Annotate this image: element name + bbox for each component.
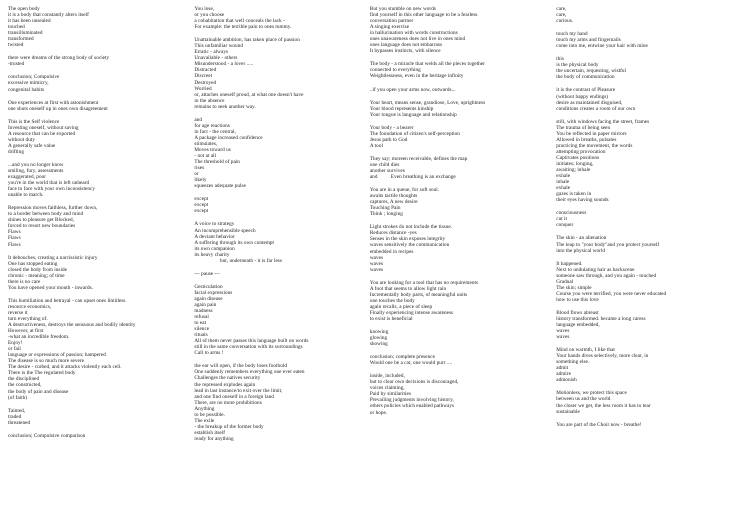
text-block	[556, 87, 729, 111]
text-line: conquer	[556, 222, 574, 229]
text-line: An incomprehensible speech	[194, 227, 256, 234]
text-line: except	[194, 196, 209, 203]
text-line: They say; moreen receivable, defines the map	[369, 155, 468, 162]
text-line: except	[194, 202, 209, 209]
text-line: admit	[556, 365, 569, 372]
text-block	[556, 347, 729, 383]
text-line: or	[194, 171, 199, 178]
text-line: One has stopped eating	[8, 260, 58, 267]
text-block	[556, 31, 729, 49]
text-line: But you stumble on new words	[369, 6, 436, 12]
text-line: Your heart, means sense, grandiose, Love, uprightness	[369, 99, 486, 106]
text-line: you're in the world that is left unheard	[8, 180, 90, 187]
text-block	[370, 6, 546, 54]
text-line: A foot that seems to allow light rain	[369, 285, 447, 292]
text-line: and	[194, 116, 203, 123]
text-line: Unavailable - others	[194, 55, 238, 62]
text-line: exhale	[556, 185, 571, 192]
text-line: traded	[8, 413, 22, 420]
text-line: between us and the world	[556, 396, 611, 403]
text-line: threatened	[8, 419, 31, 426]
text-block	[556, 235, 729, 253]
text-line: transformed	[8, 36, 34, 43]
text-line: A package increased confidence	[194, 134, 263, 141]
text-line: ...and you no longer know	[8, 161, 64, 168]
text-block	[556, 390, 729, 414]
text-line: practicing the movement, the words	[556, 142, 633, 149]
text-line: Distracted	[194, 67, 217, 74]
text-block	[8, 162, 184, 198]
text-line: The disease is so much more severe	[8, 358, 85, 365]
text-line: Flaws	[8, 235, 21, 242]
text-line: care,	[556, 6, 567, 12]
text-line: forced to resort new boundaries	[8, 223, 76, 230]
text-line: lead in last instance/to exit over the limit,	[194, 387, 283, 394]
text-line: ones unawareness does not live in ones mind	[369, 36, 466, 43]
text-line: the body of communication	[556, 74, 615, 81]
text-line: the body of pain and disease	[8, 388, 69, 395]
text-line: there is no care	[8, 278, 41, 285]
text-line: likely	[194, 177, 207, 184]
text-line: and Even breathing is an exchange	[369, 174, 456, 181]
text-line: in fact - the central,	[194, 128, 236, 135]
text-line: A resource that can be exported	[8, 130, 76, 137]
text-line: - the breakup of the former body	[194, 423, 264, 430]
text-block	[194, 6, 359, 30]
text-line: initiates; longing,	[556, 160, 594, 167]
text-line: cut it	[556, 216, 568, 223]
text-line: Gradual	[556, 278, 574, 285]
text-line: Motionless, we protect this space	[556, 390, 627, 397]
text-line: squeezes adequate pulse	[194, 183, 246, 190]
text-line: again recalls, a piece of sleep	[369, 303, 433, 310]
text-line: silence	[194, 326, 210, 333]
text-line: excessive mimicry,	[8, 80, 49, 87]
text-line: Your blood represents kinship	[369, 105, 434, 112]
column-4	[552, 6, 735, 435]
text-line: connected to everything	[369, 67, 421, 74]
text-line: The exile	[194, 417, 215, 424]
text-block	[556, 310, 729, 340]
text-line: come into me, entwine your hair with mine	[556, 43, 648, 50]
text-line: The foundation of citizen's self-perception	[369, 130, 460, 137]
text-line: You be reflected in paper mirrors	[556, 130, 627, 137]
text-line: or you choose	[194, 12, 225, 19]
text-line: ones language does not embarrass	[369, 42, 443, 49]
text-block	[194, 196, 359, 214]
text-line: gazes is taken in	[556, 191, 592, 198]
text-block	[370, 187, 546, 217]
text-line: Call to arms !	[194, 350, 224, 357]
text-line: Enjoy!	[8, 340, 23, 347]
text-line: or fail	[8, 346, 21, 353]
text-line: There is the The regulated body	[8, 370, 76, 377]
text-line: still in the same conversation with its surroundings	[194, 344, 303, 351]
text-line: unable to march.	[8, 192, 44, 199]
text-line: You lose,	[194, 6, 215, 12]
text-line: desire as maintained disguised,	[556, 99, 623, 106]
text-block	[8, 298, 184, 401]
column-2	[190, 6, 365, 449]
text-block	[8, 100, 184, 112]
text-line: conclusion; Compulsive	[8, 74, 60, 81]
text-line: One experiences at first with astonishment	[8, 99, 99, 106]
text-line: to a border between body and mind	[8, 211, 84, 218]
text-line: waves	[369, 254, 384, 261]
text-line: Misunderstood - a lover .....	[194, 61, 254, 68]
text-line: It debouches, creating a narcissistic injury	[8, 254, 98, 261]
text-line: their eyes having sounds	[556, 197, 609, 204]
text-block	[8, 433, 184, 439]
text-line: touch my arms and fingernails	[556, 37, 621, 44]
column-3	[366, 6, 552, 423]
text-line: inhale	[556, 179, 570, 186]
text-line: ..if you open your arms now, outwards...	[369, 86, 456, 93]
text-line: how to use this love	[556, 296, 599, 303]
text-line: voices claiming,	[369, 385, 405, 392]
text-block	[370, 354, 546, 366]
text-line: history transformed. became a long caress	[556, 315, 646, 322]
text-line: refusal	[194, 314, 209, 321]
text-block	[556, 261, 729, 303]
text-line: in the absence	[194, 97, 225, 104]
text-line: waves	[369, 266, 384, 273]
text-line: (of faith)	[8, 394, 28, 401]
text-line: A generally safe value	[8, 142, 56, 149]
text-line: Investing oneself, without saving	[8, 124, 79, 131]
text-line: You have opened your mouth - inwards.	[8, 284, 94, 291]
text-line: exaggerated, poor	[8, 174, 47, 181]
text-line: Allowed in breaths, pulsates	[556, 136, 617, 143]
text-line: touched	[8, 24, 25, 31]
text-line: one touches the body	[369, 297, 415, 304]
text-line: conditions creates a room of our own	[556, 105, 636, 112]
text-line: drifting	[8, 148, 24, 155]
text-line: into the physical world	[556, 247, 606, 254]
text-line: face to face with your own inconsistency	[8, 186, 95, 193]
text-line: Prevailing judgments involving history,	[369, 397, 454, 404]
text-line: and one find oneself in a foreign land	[194, 393, 274, 400]
text-line: Erratic - always	[194, 49, 229, 56]
text-line: Unattainable ambition, has taken place of passion	[194, 37, 300, 44]
text-line: exhale	[556, 173, 571, 180]
text-line: -trusted	[8, 61, 25, 68]
text-line: It happened.	[556, 260, 583, 267]
text-line: You are part of the Choir now - breathe!	[556, 421, 642, 428]
text-line: to eat	[194, 320, 207, 327]
text-line: Mind on warmth, I like that	[556, 347, 615, 354]
text-line: touch my hand	[556, 31, 588, 38]
text-line: except	[194, 208, 209, 215]
text-line: Paid by similarities	[369, 391, 411, 398]
text-line: It bypasses instincts, with silence	[369, 48, 441, 55]
text-block	[370, 329, 546, 347]
text-line: smiling, fury, assessments	[8, 167, 64, 174]
text-line: is the physical body	[556, 62, 599, 69]
text-line: --- pause ---	[194, 270, 220, 277]
text-line: -what an incredible freedom.	[8, 334, 70, 341]
text-line: Your hands dives selectively, more clear, in	[556, 353, 649, 360]
text-block	[556, 422, 729, 428]
text-line: showing	[369, 341, 388, 348]
text-line: or, attaches oneself proud, at what one doesn't have	[194, 91, 304, 98]
text-line: Captivates positions	[556, 154, 600, 161]
text-line: without duty	[8, 136, 35, 143]
text-line: A deviant behavior	[194, 233, 235, 240]
text-line: Incrementally body parts, of meaningful units	[369, 291, 468, 298]
text-line: again pain	[194, 301, 217, 308]
text-line: language or expressions of passion; hampered	[8, 352, 106, 359]
text-block	[194, 363, 359, 442]
text-line: This unfamiliar wound	[194, 43, 243, 50]
text-line: or hope.	[369, 409, 388, 416]
text-block	[8, 205, 184, 247]
text-block	[370, 100, 546, 118]
text-line: stimulates,	[194, 140, 218, 147]
text-line: Blood flows abreast	[556, 309, 599, 316]
text-line: language embedded,	[556, 322, 600, 329]
text-line: awaits tactile thoughts	[369, 193, 418, 200]
text-line: Discreet	[194, 73, 213, 80]
text-line: turn everything of.	[8, 315, 48, 322]
text-line: chronic - meaning; of time	[8, 272, 65, 279]
text-line: it has been unsealed	[8, 18, 51, 25]
text-line: Touching Pain	[369, 205, 401, 212]
text-line: waves	[556, 328, 570, 335]
text-line: The leap to "your body"and you protect yourself	[556, 241, 660, 248]
text-line: care,	[556, 12, 567, 19]
text-line: others policies which enabled pathways	[369, 403, 455, 410]
text-line: Gesticulation	[194, 283, 223, 290]
text-line: to exist is beneficial	[369, 315, 413, 322]
text-line: awaiting; inhale	[556, 167, 591, 174]
text-block	[194, 221, 359, 263]
text-line: conclusion; Compulsive comparison	[8, 432, 86, 439]
text-line: All of them never passes this language built on words	[194, 338, 309, 345]
text-line: Repression moves faithless, further down,	[8, 205, 98, 212]
text-block	[8, 255, 184, 291]
text-line: A destructiveness, destroys the sensuous and bodily identity	[8, 322, 136, 329]
text-block	[370, 156, 546, 180]
text-line: the closer we get, the less room it has to tear	[556, 402, 651, 409]
text-block	[370, 61, 546, 79]
text-line: someone saw through, and you again - touched	[556, 272, 657, 279]
text-line: Finally experiencing intense awareness	[369, 309, 454, 316]
text-line: in hallucination with words constructions	[369, 30, 458, 37]
text-line: The open body	[8, 6, 40, 12]
text-line: transilluminated	[8, 30, 43, 37]
text-block	[370, 224, 546, 272]
text-block	[8, 119, 184, 155]
text-line: captures, A new desire	[369, 199, 418, 206]
text-block	[370, 280, 546, 322]
text-line: admonish	[556, 377, 577, 384]
text-line: it is a body that constantly alters itself	[8, 12, 89, 19]
text-line: waves	[556, 334, 570, 341]
text-line: one child dies	[369, 161, 400, 168]
text-line: the constructed,	[8, 382, 42, 389]
text-line: congenital habits	[8, 86, 45, 93]
text-line: this	[556, 56, 564, 63]
text-line: shines to pleasure get Blocked,	[8, 217, 74, 224]
text-line: This is the Self violence	[8, 118, 60, 125]
text-block	[194, 284, 359, 357]
text-line: the repressed explodes again	[194, 381, 256, 388]
text-line: twisted	[8, 42, 24, 49]
text-line: Tainted,	[8, 407, 26, 414]
text-block	[194, 117, 359, 190]
text-line: One suddenly remembers everything one ever eaten	[194, 369, 305, 376]
text-line: rituals	[194, 332, 208, 339]
text-line: (without happy endings)	[556, 93, 609, 100]
text-line: Your body - a bearer	[369, 124, 414, 131]
column-1	[4, 6, 190, 446]
text-block	[8, 74, 184, 92]
text-line: A tool	[369, 142, 383, 149]
text-line: Think ; longing	[369, 211, 403, 218]
text-line: embedded in recipes	[369, 248, 414, 255]
text-line: to be possible.	[194, 411, 225, 418]
text-line: Weightlessness, even in the heritage infinity	[369, 73, 464, 80]
text-line: it is the contrast of Pleasure	[556, 87, 616, 94]
text-line: A singing exercise	[369, 24, 410, 31]
text-line: The body - a miracle that welds all the pieces together	[369, 61, 485, 68]
text-line: Destroyed	[194, 79, 217, 86]
text-line: Flaws	[8, 229, 21, 236]
text-line: rises	[194, 165, 205, 172]
text-line: a cohabitation that well conceals the lack -	[194, 18, 285, 25]
text-block	[8, 6, 184, 48]
text-line: Your tongue is language and relationship	[369, 111, 457, 118]
text-line: Would one be a cat, one would purr ....	[369, 360, 453, 367]
text-line: the uncertain, requesting, wistful	[556, 68, 627, 75]
text-block	[370, 373, 546, 415]
text-line: glowing	[369, 335, 388, 342]
text-line: Reduces distance -yes	[369, 230, 417, 237]
text-line: conversation partner	[369, 18, 414, 25]
text-line: again disease	[194, 295, 223, 302]
text-line: ready for anything	[194, 435, 234, 442]
text-line: waves sensitively the communication	[369, 242, 450, 249]
text-line: The skin - an alienation	[556, 235, 607, 242]
text-block	[370, 87, 546, 93]
text-block	[8, 55, 184, 67]
text-line: remains to seek another way.	[194, 103, 256, 110]
text-line: something else.	[556, 359, 590, 366]
text-line: there were dreams of the strong body of society	[8, 55, 110, 62]
text-line: You are in a queue, for soft soul.	[369, 187, 440, 194]
text-block	[556, 119, 729, 204]
text-line: Light strokes do not include the tissue.	[369, 224, 453, 231]
text-line: its own companion	[194, 245, 235, 252]
text-line: The desire - curbed, and it attacks violently each cell.	[8, 364, 122, 371]
text-line: conclusion; complete presence	[369, 354, 435, 361]
text-line: A voice to strategy	[194, 221, 235, 228]
text-block	[556, 210, 729, 228]
text-block	[194, 271, 359, 277]
text-line: one shuts oneself up in ones own disagreement	[8, 105, 108, 112]
text-line: still, with windows facing the street, frames	[556, 118, 650, 125]
text-line: Challenges the natives security	[194, 375, 261, 382]
text-block	[370, 125, 546, 149]
text-line: For example: the terrible pain to ones tummy.	[194, 24, 292, 31]
text-line: attempting provocation	[556, 148, 606, 155]
text-line: waves	[369, 260, 384, 267]
text-line: The trauma of being seen	[556, 124, 611, 131]
text-line: Moves toward us	[194, 146, 231, 153]
text-line: closed the body from inside	[8, 266, 67, 273]
text-line: sustainable	[556, 408, 580, 415]
text-line: resource economics,	[8, 303, 52, 310]
text-line: The skin; simple	[556, 284, 592, 291]
text-line: Jesus path to God	[369, 136, 408, 143]
text-block	[556, 56, 729, 80]
text-line: However, at first	[8, 328, 44, 335]
text-line: find yourself in this other language to be a fearless	[369, 12, 478, 19]
text-line: The threshold of pain	[194, 159, 240, 166]
text-line: Senses in the skin exposes integrity	[369, 236, 446, 243]
text-line: facial expressions	[194, 289, 233, 296]
text-line: You are looking for a tool that has no requirements	[369, 279, 479, 286]
text-line: There, are no more prohibitions	[194, 399, 262, 406]
text-line: - not at all	[194, 153, 217, 160]
text-line: its heavy charity	[194, 251, 230, 258]
text-line: but to clear own decisions is discouraged,	[369, 379, 459, 386]
text-line: curious.	[556, 18, 574, 25]
text-line: knowing	[369, 329, 389, 336]
text-line: but, underneath - it is far less	[194, 257, 282, 264]
text-line: Worried	[194, 85, 212, 92]
text-line: Anything	[194, 405, 215, 412]
text-block	[194, 37, 359, 110]
text-line: inside, included,	[369, 373, 405, 380]
text-block	[8, 408, 184, 426]
text-line: consciousness	[556, 210, 587, 217]
text-line: for age reactions	[194, 122, 230, 129]
text-line: admire	[556, 371, 571, 378]
text-line: reverse it	[8, 309, 28, 316]
text-line: the disciplined	[8, 376, 40, 383]
text-line: another survives	[369, 167, 405, 174]
text-line: Next to undulating hair as backscene	[556, 266, 635, 273]
text-line: Flaws	[8, 241, 21, 248]
text-block	[556, 6, 729, 24]
text-line: Course you were terrified, you were never educated	[556, 290, 667, 297]
text-line: madness	[194, 308, 213, 315]
text-line: This humiliation and betrayal - can upset ones limitless	[8, 297, 126, 304]
column-container	[4, 6, 735, 518]
text-line: A suffering through its own contempt	[194, 239, 275, 246]
text-line: the ear will open, if the body loses foothold	[194, 363, 287, 370]
text-line: establish itself	[194, 429, 226, 436]
